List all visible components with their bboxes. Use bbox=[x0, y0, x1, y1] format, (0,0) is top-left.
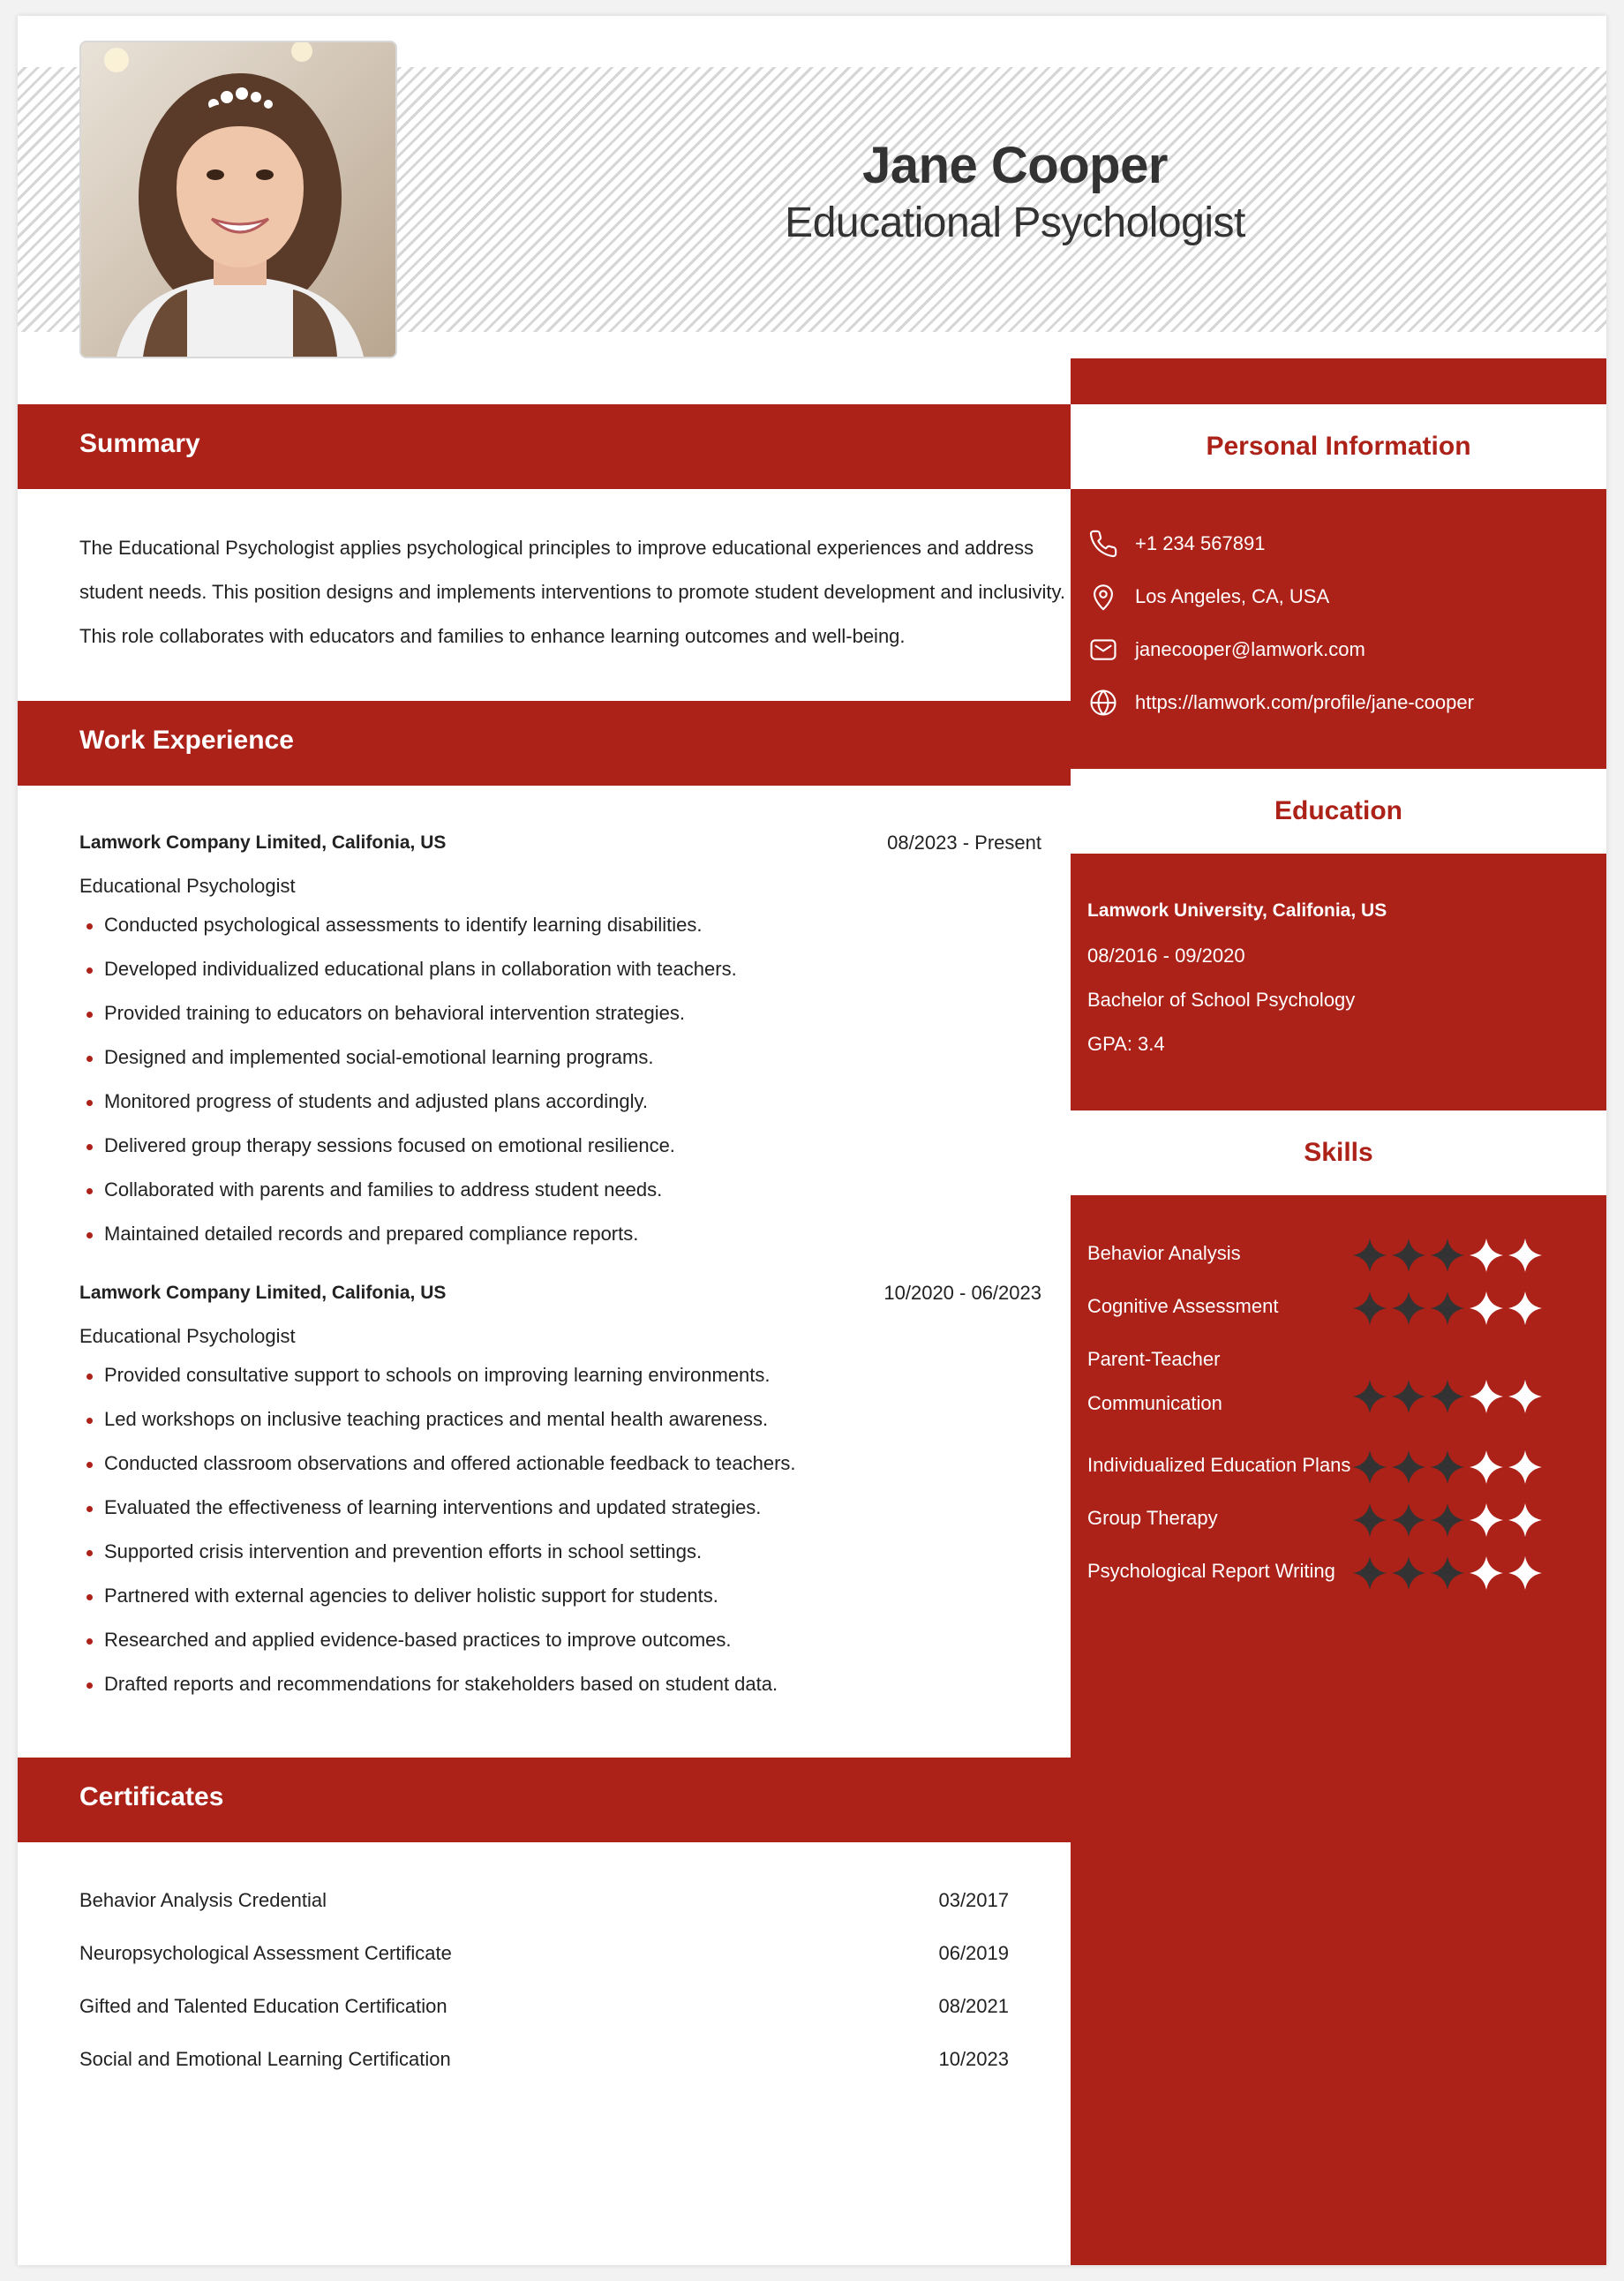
certificate-name: Gifted and Talented Education Certification bbox=[79, 1995, 447, 2017]
star-filled-icon bbox=[1350, 1448, 1389, 1487]
location-text: Los Angeles, CA, USA bbox=[1135, 585, 1330, 607]
star-filled-icon bbox=[1389, 1554, 1428, 1592]
star-filled-icon bbox=[1350, 1554, 1389, 1592]
contact-location bbox=[1087, 579, 1329, 614]
star-empty-icon bbox=[1467, 1377, 1506, 1416]
skill-rating bbox=[1350, 1236, 1545, 1275]
certificate-name: Behavior Analysis Credential bbox=[79, 1889, 327, 1911]
list-item: Supported crisis intervention and prevention efforts in school settings. bbox=[79, 1530, 796, 1574]
list-item: Partnered with external agencies to deliver holistic support for students. bbox=[79, 1574, 796, 1618]
star-empty-icon bbox=[1467, 1554, 1506, 1592]
certificate-date: 10/2023 bbox=[938, 2048, 1009, 2070]
certificate-name: Neuropsychological Assessment Certificate bbox=[79, 1942, 452, 1964]
resume-page bbox=[18, 16, 1606, 2265]
globe-icon bbox=[1087, 687, 1119, 719]
star-empty-icon bbox=[1467, 1501, 1506, 1539]
candidate-name: Jane Cooper bbox=[862, 137, 1168, 194]
skill-rating bbox=[1350, 1448, 1545, 1487]
job-company: Lamwork Company Limited, Califonia, US bbox=[79, 1283, 447, 1303]
job-date: 10/2020 - 06/2023 bbox=[883, 1282, 1041, 1304]
list-item: Delivered group therapy sessions focused on emotional resilience. bbox=[79, 1124, 737, 1168]
certificate-row bbox=[79, 1995, 1071, 2030]
star-filled-icon bbox=[1428, 1501, 1467, 1539]
work-heading-bar bbox=[18, 701, 1071, 786]
star-filled-icon bbox=[1428, 1289, 1467, 1328]
phone-icon bbox=[1087, 528, 1119, 560]
star-empty-icon bbox=[1506, 1554, 1545, 1592]
certificate-row bbox=[79, 1942, 1071, 1977]
list-item: Developed individualized educational plans in collaboration with teachers. bbox=[79, 947, 737, 991]
star-empty-icon bbox=[1506, 1501, 1545, 1539]
skill-name: Parent-Teacher Communication bbox=[1087, 1348, 1222, 1414]
star-filled-icon bbox=[1428, 1377, 1467, 1416]
skill-rating bbox=[1350, 1377, 1545, 1416]
candidate-title: Educational Psychologist bbox=[785, 199, 1245, 246]
star-empty-icon bbox=[1506, 1289, 1545, 1328]
summary-text: The Educational Psychologist applies psychological principles to improve educational experiences and address student needs. This position designs and implements interventions to promote student development and inclusivity. This role collaborates with educators and families to enhance learning outcomes and well-being. bbox=[79, 537, 1065, 647]
list-item: Maintained detailed records and prepared compliance reports. bbox=[79, 1212, 737, 1256]
contact-website[interactable] bbox=[1087, 685, 1474, 720]
certificate-row bbox=[79, 2048, 1071, 2083]
star-empty-icon bbox=[1467, 1289, 1506, 1328]
summary-heading: Summary bbox=[79, 429, 200, 458]
email-text[interactable]: janecooper@lamwork.com bbox=[1135, 638, 1365, 660]
job-bullets bbox=[79, 1353, 796, 1706]
star-filled-icon bbox=[1350, 1501, 1389, 1539]
star-filled-icon bbox=[1389, 1501, 1428, 1539]
phone-text: +1 234 567891 bbox=[1135, 532, 1266, 554]
star-empty-icon bbox=[1467, 1236, 1506, 1275]
job-date: 08/2023 - Present bbox=[887, 832, 1041, 854]
skill-name: Behavior Analysis bbox=[1087, 1242, 1241, 1264]
work-heading: Work Experience bbox=[79, 726, 294, 755]
list-item: Monitored progress of students and adjusted plans accordingly. bbox=[79, 1080, 737, 1124]
list-item: Provided consultative support to schools on improving learning environments. bbox=[79, 1353, 796, 1397]
education-gpa: GPA: 3.4 bbox=[1087, 1033, 1165, 1055]
skill-name: Individualized Education Plans bbox=[1087, 1454, 1351, 1476]
star-empty-icon bbox=[1506, 1236, 1545, 1275]
website-link[interactable]: https://lamwork.com/profile/jane-cooper bbox=[1135, 691, 1474, 713]
job-company: Lamwork Company Limited, Califonia, US bbox=[79, 832, 447, 853]
star-filled-icon bbox=[1428, 1236, 1467, 1275]
skill-rating bbox=[1350, 1501, 1545, 1539]
profile-photo bbox=[79, 41, 397, 358]
summary-heading-bar bbox=[18, 404, 1071, 489]
star-empty-icon bbox=[1467, 1448, 1506, 1487]
skill-name: Psychological Report Writing bbox=[1087, 1560, 1335, 1582]
certificate-date: 03/2017 bbox=[938, 1889, 1009, 1911]
location-pin-icon bbox=[1087, 581, 1119, 613]
list-item: Provided training to educators on behavioral intervention strategies. bbox=[79, 991, 737, 1035]
star-filled-icon bbox=[1389, 1448, 1428, 1487]
certificate-name: Social and Emotional Learning Certification bbox=[79, 2048, 451, 2070]
contact-phone bbox=[1087, 526, 1265, 561]
star-empty-icon bbox=[1506, 1377, 1545, 1416]
star-filled-icon bbox=[1350, 1377, 1389, 1416]
skill-rating bbox=[1350, 1554, 1545, 1592]
certificate-date: 08/2021 bbox=[938, 1995, 1009, 2017]
job-bullets bbox=[79, 903, 737, 1256]
star-filled-icon bbox=[1428, 1448, 1467, 1487]
certificate-row bbox=[79, 1889, 1071, 1924]
list-item: Evaluated the effectiveness of learning interventions and updated strategies. bbox=[79, 1486, 796, 1530]
education-heading: Education bbox=[1071, 769, 1606, 854]
list-item: Led workshops on inclusive teaching practices and mental health awareness. bbox=[79, 1397, 796, 1442]
personal-info-heading: Personal Information bbox=[1071, 404, 1606, 489]
list-item: Drafted reports and recommendations for stakeholders based on student data. bbox=[79, 1662, 796, 1706]
list-item: Conducted psychological assessments to identify learning disabilities. bbox=[79, 903, 737, 947]
job-role: Educational Psychologist bbox=[79, 875, 296, 897]
list-item: Conducted classroom observations and offered actionable feedback to teachers. bbox=[79, 1442, 796, 1486]
certificates-heading-bar bbox=[18, 1758, 1071, 1842]
certificate-date: 06/2019 bbox=[938, 1942, 1009, 1964]
list-item: Designed and implemented social-emotional learning programs. bbox=[79, 1035, 737, 1080]
star-empty-icon bbox=[1506, 1448, 1545, 1487]
skill-name: Cognitive Assessment bbox=[1087, 1295, 1279, 1317]
job-role: Educational Psychologist bbox=[79, 1325, 296, 1347]
star-filled-icon bbox=[1428, 1554, 1467, 1592]
certificates-heading: Certificates bbox=[79, 1782, 224, 1811]
star-filled-icon bbox=[1389, 1289, 1428, 1328]
skills-heading: Skills bbox=[1071, 1110, 1606, 1195]
star-filled-icon bbox=[1389, 1236, 1428, 1275]
list-item: Collaborated with parents and families to address student needs. bbox=[79, 1168, 737, 1212]
education-degree: Bachelor of School Psychology bbox=[1087, 989, 1356, 1011]
star-filled-icon bbox=[1350, 1289, 1389, 1328]
education-school: Lamwork University, Califonia, US bbox=[1087, 900, 1387, 921]
list-item: Researched and applied evidence-based practices to improve outcomes. bbox=[79, 1618, 796, 1662]
star-filled-icon bbox=[1389, 1377, 1428, 1416]
skill-name: Group Therapy bbox=[1087, 1507, 1218, 1529]
email-icon bbox=[1087, 634, 1119, 666]
skill-rating bbox=[1350, 1289, 1545, 1328]
name-block bbox=[653, 135, 1377, 250]
contact-email[interactable] bbox=[1087, 632, 1365, 667]
education-dates: 08/2016 - 09/2020 bbox=[1087, 945, 1245, 967]
star-filled-icon bbox=[1350, 1236, 1389, 1275]
